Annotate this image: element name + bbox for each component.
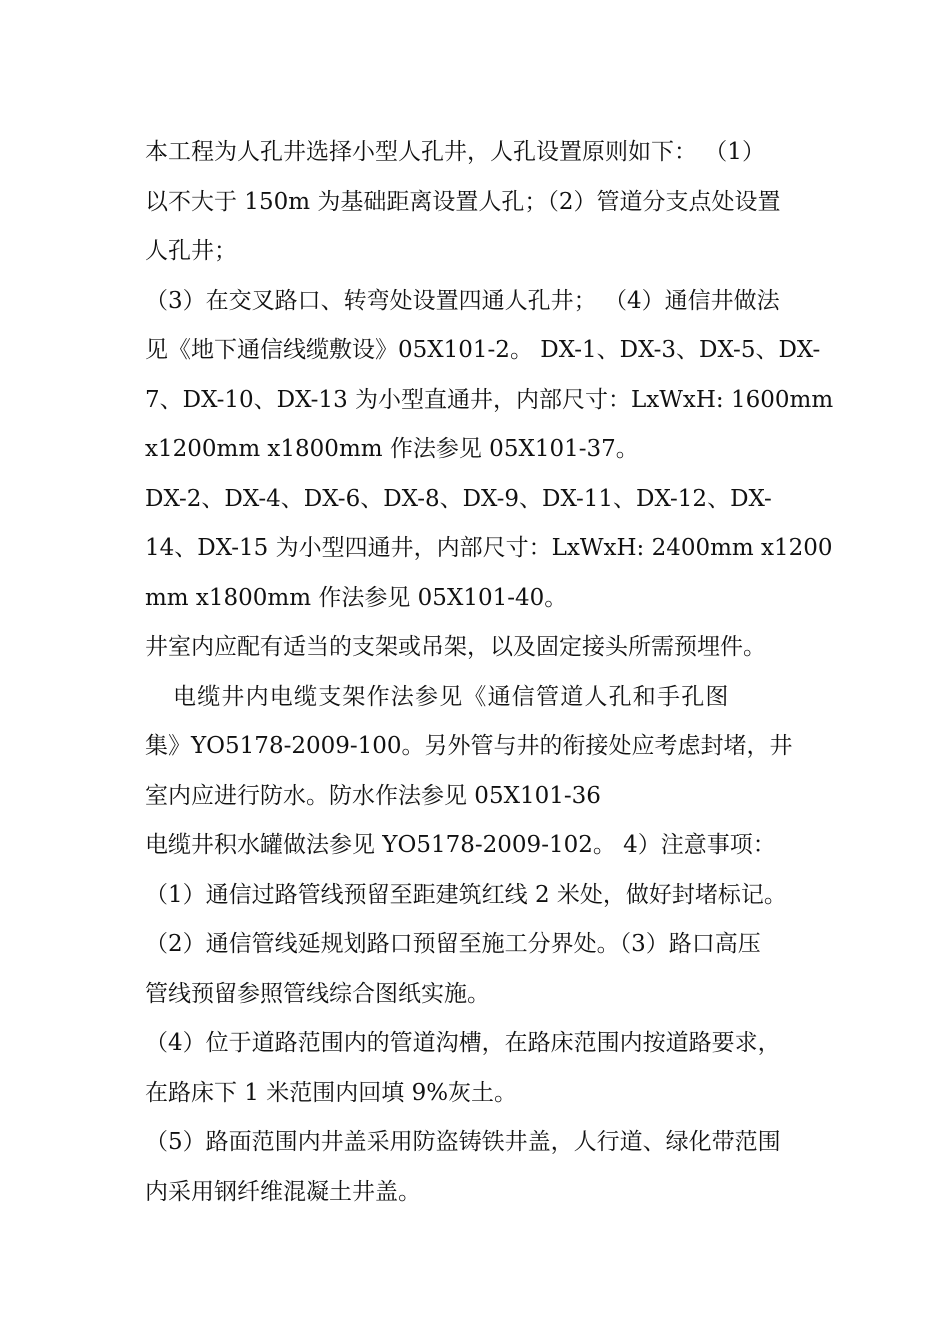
text-line: 人孔井；: [145, 238, 237, 264]
text-line: 井室内应配有适当的支架或吊架，以及固定接头所需预埋件。: [145, 634, 766, 660]
text-line: （1）通信过路管线预留至距建筑红线 2 米处，做好封堵标记。: [145, 881, 787, 908]
text-line: （5）路面范围内井盖采用防盗铸铁井盖，人行道、绿化带范围: [145, 1129, 781, 1155]
text-line: （3）在交叉路口、转弯处设置四通人孔井； （4）通信井做法: [145, 287, 780, 314]
text-line: 7、DX-10、DX-13 为小型直通井，内部尺寸：LxWxH: 1600mm: [145, 386, 834, 413]
text-line: （2）通信管线延规划路口预留至施工分界处。（3）路口高压: [145, 931, 761, 957]
text-line: 室内应进行防水。防水作法参见 05X101-36: [145, 782, 601, 809]
text-line: 集》YO5178-2009-100。另外管与井的衔接处应考虑封堵，井: [145, 733, 793, 759]
text-line: 在路床下 1 米范围内回填 9%灰土。: [145, 1079, 518, 1106]
text-line: 本工程为人孔井选择小型人孔井，人孔设置原则如下： （1）: [145, 139, 765, 165]
text-line: x1200mm x1800mm 作法参见 05X101-37。: [145, 436, 639, 462]
text-line: DX-2、DX-4、DX-6、DX-8、DX-9、DX-11、DX-12、DX-: [145, 485, 772, 512]
text-line: 见《地下通信线缆敷设》05X101-2。 DX-1、DX-3、DX-5、DX-: [145, 337, 821, 363]
text-line: 14、DX-15 为小型四通井，内部尺寸：LxWxH: 2400mm x1200: [145, 535, 833, 561]
text-line: mm x1800mm 作法参见 05X101-40。: [145, 584, 568, 611]
text-line: 内采用钢纤维混凝土井盖。: [145, 1178, 421, 1205]
document-body: [145, 128, 834, 1217]
text-line: 以不大于 150m 为基础距离设置人孔；（2）管道分支点处设置: [145, 188, 781, 215]
text-line: （4）位于道路范围内的管道沟槽，在路床范围内按道路要求，: [145, 1030, 781, 1056]
text-line: 电缆井内电缆支架作法参见《通信管道人孔和手孔图: [173, 683, 730, 710]
text-line: 管线预留参照管线综合图纸实施。: [145, 980, 490, 1007]
text-line: 电缆井积水罐做法参见 YO5178-2009-102。 4）注意事项：: [145, 832, 776, 858]
